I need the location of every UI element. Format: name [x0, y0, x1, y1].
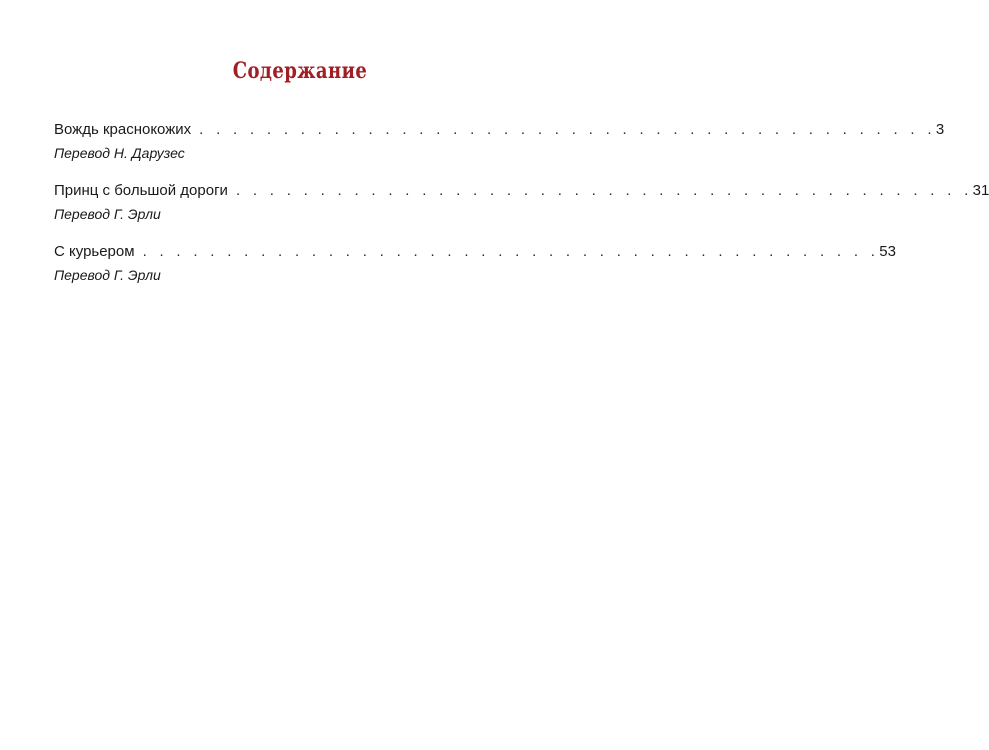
- toc-entry-line: [54, 181, 989, 201]
- translator-credit: Перевод Г. Эрли: [54, 206, 161, 222]
- dot-leader: . . . . . . . . . . . . . . . . . . . . . . . . . . . . . . . . . . . . . . . . . . . .: [142, 243, 880, 260]
- story-title: С курьером: [54, 243, 135, 260]
- story-title: Принц с большой дороги: [54, 182, 228, 199]
- story-title: Вождь краснокожих: [54, 121, 192, 138]
- toc-entry-1: [54, 120, 945, 181]
- page-number: 31: [972, 182, 989, 199]
- page-number: 53: [879, 243, 896, 260]
- toc-entry-line: [54, 120, 945, 140]
- toc-entry-2: [54, 181, 989, 242]
- toc-entry-line: [54, 242, 896, 262]
- translator-credit: Перевод Г. Эрли: [54, 267, 161, 283]
- page-number: 3: [935, 121, 945, 138]
- toc-entry-3: [54, 242, 896, 303]
- dot-leader: . . . . . . . . . . . . . . . . . . . . . . . . . . . . . . . . . . . . . . . . . . . .: [199, 121, 936, 138]
- translator-credit: Перевод Н. Дарузес: [54, 145, 185, 161]
- table-of-contents-title: Содержание: [232, 58, 368, 84]
- dot-leader: . . . . . . . . . . . . . . . . . . . . . . . . . . . . . . . . . . . . . . . . . . . .: [235, 182, 973, 199]
- table-of-contents-list: [54, 120, 989, 303]
